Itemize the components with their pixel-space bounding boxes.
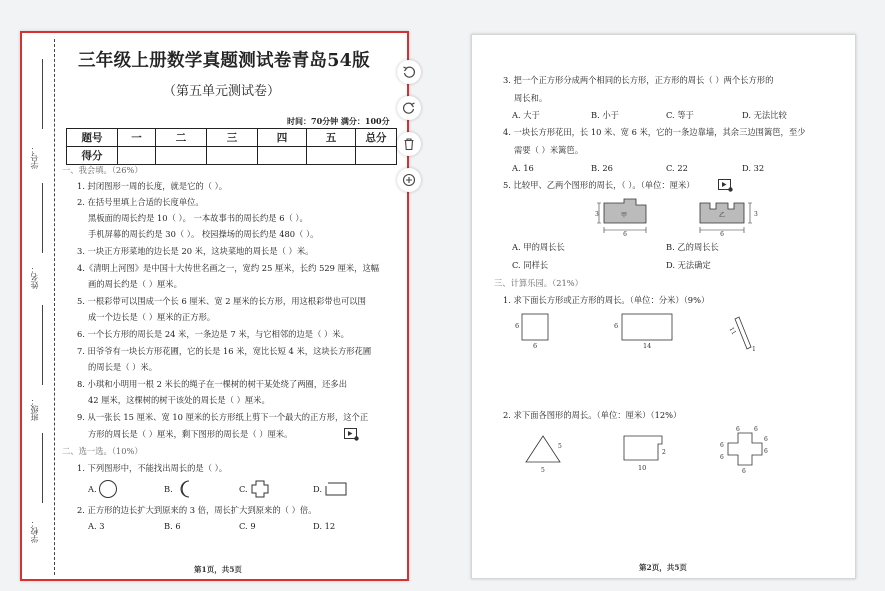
- cross-shape-icon: [250, 479, 270, 499]
- score-input-cell[interactable]: [207, 147, 258, 165]
- option-label: D. 无法比较: [742, 110, 787, 120]
- dimension-label: 6: [736, 426, 740, 433]
- score-table: [66, 128, 397, 165]
- score-cell: 一: [118, 129, 156, 147]
- side-rule: [42, 433, 43, 503]
- question-line: 5. 一根彩带可以围成一个长 6 厘米、宽 2 厘米的长方形，用这根彩带也可以围: [77, 296, 366, 306]
- figure-yi: [694, 195, 764, 237]
- side-rule: [42, 183, 43, 253]
- video-icon[interactable]: [344, 428, 359, 441]
- score-cell: 题号: [67, 129, 118, 147]
- option-label: D.: [313, 484, 322, 494]
- question-line: 成一个边长是（ ）厘米的正方形。: [88, 312, 216, 322]
- time-label: 时间：70分钟 满分：100分: [287, 116, 390, 126]
- question-line: 6. 一个长方形的周长是 24 米，一条边是 7 米，与它相邻的边是（ ）米。: [77, 329, 349, 339]
- option-label: D. 12: [313, 521, 336, 531]
- side-label-number: 学号：: [30, 145, 39, 169]
- option-label: A. 3: [88, 521, 105, 531]
- dimension-label: 2: [662, 449, 666, 456]
- dimension-label: 6: [764, 448, 768, 455]
- rectangle-figure: [610, 310, 680, 350]
- option-label: D. 无法确定: [666, 260, 711, 270]
- section-heading: 二、选一选。（10%）: [62, 446, 143, 456]
- question-line: 3. 一块正方形菜地的边长是 20 米，这块菜地的周长是（ ）米。: [77, 246, 314, 256]
- page-title: 三年级上册数学真题测试卷青岛54版: [78, 51, 370, 71]
- question-line: 黑板面的周长约是 10（ ）。 一本故事书的周长约是 6（ ）。: [88, 213, 308, 223]
- score-input-cell[interactable]: [356, 147, 397, 165]
- score-cell: 五: [307, 129, 356, 147]
- question-line: 7. 田爷爷有一块长方形花圃，它的长是 16 米，宽比长短 4 米，这块长方形花圃: [77, 346, 372, 356]
- score-cell: 得分: [67, 147, 118, 165]
- video-icon[interactable]: [718, 179, 733, 192]
- triangle-figure: [518, 430, 568, 474]
- option-label: A.: [88, 484, 97, 494]
- option-label: B. 小于: [591, 110, 619, 120]
- delete-button[interactable]: [397, 132, 421, 156]
- dimension-label: 6: [515, 322, 520, 330]
- question-line: 画的周长约是（ ）厘米。: [88, 279, 182, 289]
- dimension-label: 6: [764, 436, 768, 443]
- score-input-cell[interactable]: [156, 147, 207, 165]
- page-1[interactable]: [20, 31, 409, 581]
- option-label: B. 乙的周长长: [666, 242, 719, 252]
- question-line: 3. 把一个正方形分成两个相同的长方形，正方形的周长（ ）两个长方形的: [503, 75, 774, 85]
- score-input-cell[interactable]: [258, 147, 307, 165]
- rotate-left-button[interactable]: [397, 60, 421, 84]
- score-cell: 四: [258, 129, 307, 147]
- dimension-label: 6: [720, 454, 724, 461]
- dimension-label: 3: [595, 211, 599, 218]
- question-line: 9. 从一张长 15 厘米、宽 10 厘米的长方形纸上剪下一个最大的正方形，这个正: [77, 412, 369, 422]
- option-label: B. 6: [164, 521, 181, 531]
- question-line: 1. 下列图形中，不能找出周长的是（ ）。: [77, 463, 228, 473]
- dimension-label: 6: [614, 322, 619, 330]
- side-label-name: 姓名：: [30, 265, 39, 289]
- side-label-class: 班级：: [30, 397, 39, 421]
- option-label: B.: [164, 484, 173, 494]
- add-circle-icon: [402, 173, 416, 187]
- trash-icon: [402, 137, 416, 151]
- option-label: C.: [239, 484, 248, 494]
- dimension-label: 6: [533, 342, 538, 350]
- question-line: 8. 小琪和小明用一根 2 米长的绳子在一棵树的树干某处绕了两圈，还多出: [77, 379, 348, 389]
- question-line: 的周长是（ ）米。: [88, 362, 158, 372]
- figure-jia-label: 甲: [620, 212, 628, 219]
- page-footer: 第2页，共5页: [639, 563, 687, 572]
- option-label: C. 同样长: [512, 260, 549, 270]
- tilted-rectangle-figure: [727, 311, 757, 355]
- section-heading: 三、计算乐园。（21%）: [494, 278, 583, 288]
- side-rule: [42, 59, 43, 129]
- rotate-right-button[interactable]: [397, 96, 421, 120]
- open-rectangle-shape-icon: [324, 481, 348, 497]
- figure-yi-label: 乙: [718, 212, 726, 219]
- question-line: 2. 在括号里填上合适的长度单位。: [77, 197, 204, 207]
- score-cell: 三: [207, 129, 258, 147]
- question-line: 1. 求下面长方形或正方形的周长。（单位：分米）（9%）: [503, 295, 710, 305]
- page-subtitle: （第五单元测试卷）: [163, 84, 281, 99]
- option-label: C. 9: [239, 521, 256, 531]
- score-table-header-row: [67, 129, 397, 147]
- dimension-label: 14: [643, 342, 652, 350]
- option-label: C. 等于: [666, 110, 694, 120]
- dimension-label: 5: [541, 467, 545, 474]
- section-heading: 一、我会填。（26%）: [62, 165, 143, 175]
- side-label-school: 学校：: [30, 519, 39, 543]
- question-line: 2. 求下面各图形的周长。（单位：厘米）（12%）: [503, 410, 682, 420]
- question-line: 5. 比较甲、乙两个图形的周长，（ ）。（单位：厘米）: [503, 180, 695, 190]
- rotate-left-icon: [402, 65, 416, 79]
- score-cell: 二: [156, 129, 207, 147]
- dimension-label: 3: [754, 211, 758, 218]
- question-line: 1. 封闭图形一周的长度，就是它的（ ）。: [77, 181, 228, 191]
- binding-line: [54, 39, 55, 575]
- cross-figure: [718, 423, 778, 477]
- score-input-cell[interactable]: [307, 147, 356, 165]
- question-line: 周长和。: [514, 93, 548, 103]
- score-input-cell[interactable]: [118, 147, 156, 165]
- circle-shape-icon: [98, 479, 118, 499]
- option-label: A. 甲的周长长: [512, 242, 565, 252]
- dimension-label: 5: [558, 443, 562, 450]
- figure-jia: [594, 195, 664, 237]
- page-2[interactable]: [471, 34, 856, 579]
- question-line: 4. 一块长方形花田，长 10 米、宽 6 米，它的一条边靠墙，其余三边围篱笆，至少: [503, 127, 806, 137]
- square-figure: [512, 310, 554, 350]
- dimension-label: 10: [638, 464, 647, 472]
- question-line: 手机屏幕的周长约是 30（ ）。 校园操场的周长约是 480（ ）。: [88, 229, 319, 239]
- page-footer: 第1页，共5页: [194, 565, 242, 574]
- option-label: A. 16: [512, 163, 534, 173]
- score-table-score-row: [67, 147, 397, 165]
- dimension-label: 6: [754, 426, 758, 433]
- question-line: 4.《清明上河图》是中国十大传世名画之一，宽约 25 厘米，长约 529 厘米，这幅: [77, 263, 380, 273]
- dimension-label: 6: [623, 231, 627, 237]
- question-line: 2. 正方形的边长扩大到原来的 3 倍，周长扩大到原来的（ ）倍。: [77, 505, 317, 515]
- crescent-shape-icon: [176, 479, 196, 499]
- option-label: A. 大于: [512, 110, 540, 120]
- question-line: 42 厘米，这棵树的树干该处的周长是（ ）厘米。: [88, 395, 270, 405]
- side-rule: [42, 305, 43, 385]
- notched-rectangle-figure: [614, 430, 676, 474]
- dimension-label: 1: [752, 346, 756, 353]
- dimension-label: 11: [727, 326, 738, 337]
- score-cell: 总分: [356, 129, 397, 147]
- dimension-label: 6: [742, 468, 746, 475]
- option-label: D. 32: [742, 163, 765, 173]
- rotate-right-icon: [402, 101, 416, 115]
- option-label: B. 26: [591, 163, 613, 173]
- dimension-label: 6: [720, 231, 724, 237]
- dimension-label: 6: [720, 442, 724, 449]
- question-line: 需要（ ）米篱笆。: [514, 145, 584, 155]
- option-label: C. 22: [666, 163, 688, 173]
- add-button[interactable]: [397, 168, 421, 192]
- question-line: 方形的周长是（ ）厘米，剩下图形的周长是（ ）厘米。: [88, 429, 293, 439]
